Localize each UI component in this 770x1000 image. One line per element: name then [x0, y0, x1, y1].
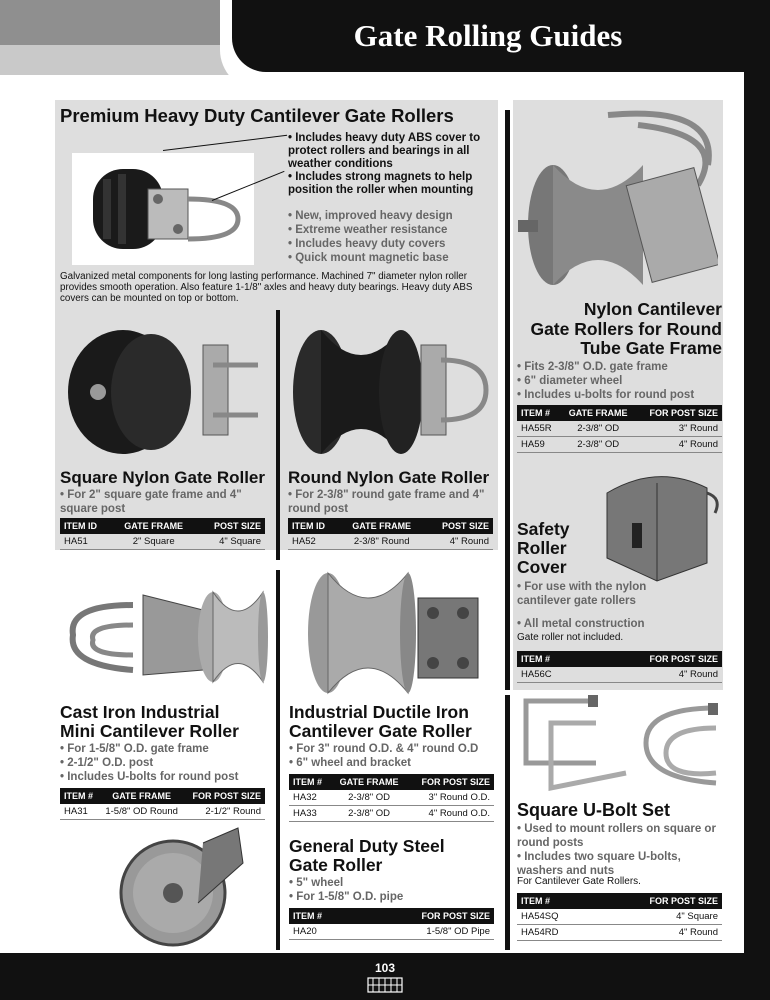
table-header: FOR POST SIZE	[421, 911, 490, 921]
table-header: GATE FRAME	[112, 791, 172, 801]
title-line: Cover	[517, 557, 567, 577]
premium-roller-image	[72, 153, 254, 265]
table-row	[517, 421, 722, 437]
safety-cover-note: Gate roller not included.	[517, 632, 624, 643]
bullet: • For 1-5/8" O.D. gate frame	[60, 743, 209, 755]
table-cell: 1-5/8" OD Round	[99, 804, 184, 820]
general-steel-image	[100, 820, 250, 950]
table-header: ITEM ID	[292, 521, 325, 531]
table-header: GATE FRAME	[124, 521, 184, 531]
table-cell: 4" Round	[586, 667, 722, 683]
table-header: POST SIZE	[213, 521, 261, 531]
premium-title: Premium Heavy Duty Cantilever Gate Rollers	[60, 105, 454, 126]
page-number: 103	[374, 961, 396, 975]
table-cell: 2-3/8" OD	[561, 421, 636, 437]
round-nylon-image	[288, 315, 493, 465]
square-nylon-bullet: • For 2" square gate frame and 4" square post	[60, 489, 242, 515]
divider	[276, 310, 280, 560]
title-line: Mini Cantilever Roller	[60, 721, 239, 741]
bullet: • Includes two square U-bolts, washers and nuts	[517, 851, 681, 877]
ductile-iron-title	[289, 703, 472, 741]
table-row	[289, 790, 494, 806]
cast-iron-table	[60, 788, 265, 820]
ubolt-table	[517, 893, 722, 941]
fence-logo-icon	[367, 977, 403, 998]
divider	[505, 110, 510, 690]
title-line: Cast Iron Industrial	[60, 702, 220, 722]
nylon-cantilever-image	[513, 100, 723, 300]
title-line: Nylon Cantilever	[583, 299, 722, 319]
bullet: • Fits 2-3/8" O.D. gate frame	[517, 361, 668, 373]
page-title: Gate Rolling Guides	[232, 0, 744, 72]
table-header: FOR POST SIZE	[649, 896, 718, 906]
title-line: Cantilever Gate Roller	[289, 721, 472, 741]
ductile-iron-image	[290, 565, 500, 700]
bullet: • For 3" round O.D. & 4" round O.D	[289, 743, 479, 755]
cast-iron-image	[60, 570, 270, 700]
bullet: • 5" wheel	[289, 877, 344, 889]
divider	[505, 695, 510, 950]
safety-cover-bullet: • All metal construction	[517, 618, 645, 630]
divider	[276, 570, 280, 950]
cast-iron-bullets	[60, 742, 270, 784]
nylon-cantilever-table	[517, 405, 722, 453]
table-cell: 3" Round	[636, 421, 722, 437]
table-header: FOR POST SIZE	[192, 791, 261, 801]
premium-bullet: • New, improved heavy design	[288, 210, 453, 222]
table-row	[60, 534, 265, 550]
table-header: POST SIZE	[441, 521, 489, 531]
table-cell: 3" Round O.D.	[407, 790, 494, 806]
bullet: • Includes U-bolts for round post	[60, 771, 239, 783]
premium-bullet: • Includes heavy duty covers	[288, 238, 446, 250]
table-cell: HA56C	[517, 667, 586, 683]
ubolt-bullets	[517, 822, 722, 878]
round-nylon-title: Round Nylon Gate Roller	[288, 468, 490, 487]
safety-cover-title	[517, 520, 570, 577]
general-steel-title	[289, 837, 445, 875]
table-cell: 2-3/8" OD	[331, 806, 407, 822]
title-line: Industrial Ductile Iron	[289, 702, 469, 722]
table-cell: 4" Square	[196, 534, 265, 550]
title-line: Gate Roller	[289, 855, 383, 875]
table-header: FOR POST SIZE	[649, 408, 718, 418]
table-row	[517, 437, 722, 453]
round-nylon-table	[288, 518, 493, 550]
table-header: ITEM #	[521, 654, 551, 664]
square-nylon-image	[60, 315, 265, 465]
square-nylon-table	[60, 518, 265, 550]
table-cell: HA33	[289, 806, 331, 822]
table-cell: 2-3/8" Round	[340, 534, 424, 550]
table-cell: 4" Round O.D.	[407, 806, 494, 822]
title-line: Safety	[517, 519, 570, 539]
table-cell: HA59	[517, 437, 561, 453]
premium-description: Galvanized metal components for long lasting performance. Machined 7" diameter nylon roller provides smooth operation. Also feature 1-1/8" axles and heavy duty bearings. Heavy duty ABS covers can be mounted on top or bottom.	[60, 271, 473, 304]
general-steel-bullets	[289, 876, 499, 904]
header-band-accent	[0, 45, 250, 75]
title-line: Tube Gate Frame	[580, 338, 722, 358]
table-header: ITEM ID	[64, 521, 97, 531]
round-nylon-bullet: • For 2-3/8" round gate frame and 4" round post	[288, 489, 485, 515]
table-cell: 2-3/8" OD	[331, 790, 407, 806]
bullet: • Used to mount rollers on square or round posts	[517, 823, 716, 849]
table-row	[517, 667, 722, 683]
title-line: General Duty Steel	[289, 836, 445, 856]
table-cell: HA52	[288, 534, 340, 550]
table-cell: HA54RD	[517, 925, 593, 941]
safety-cover-table	[517, 651, 722, 683]
footer	[0, 953, 770, 1000]
general-steel-table	[289, 908, 494, 940]
table-row	[60, 804, 265, 820]
table-cell: 4" Round	[424, 534, 493, 550]
table-cell: 4" Round	[593, 925, 722, 941]
ubolt-note: For Cantilever Gate Rollers.	[517, 876, 641, 887]
table-header: GATE FRAME	[339, 777, 399, 787]
table-cell: HA51	[60, 534, 112, 550]
safety-cover-bullet: • For use with the nylon cantilever gate rollers	[517, 581, 647, 607]
safety-cover-image	[595, 460, 723, 585]
premium-callout-1: • Includes heavy duty ABS cover to protect rollers and bearings in all weather conditions	[288, 132, 481, 170]
bullet: • For 1-5/8" O.D. pipe	[289, 891, 404, 903]
nylon-cantilever-title	[515, 300, 722, 359]
table-cell: 4" Round	[636, 437, 722, 453]
table-cell: HA55R	[517, 421, 561, 437]
table-cell: HA31	[60, 804, 99, 820]
bullet: • 6" wheel and bracket	[289, 757, 411, 769]
table-header: ITEM #	[64, 791, 94, 801]
bullet: • 2-1/2" O.D. post	[60, 757, 154, 769]
ductile-iron-table	[289, 774, 494, 822]
nylon-cantilever-bullets	[517, 360, 722, 402]
table-header: FOR POST SIZE	[421, 777, 490, 787]
title-line: Roller	[517, 538, 567, 558]
table-header: ITEM #	[521, 408, 551, 418]
table-row	[517, 909, 722, 925]
table-header: FOR POST SIZE	[649, 654, 718, 664]
bullet: • 6" diameter wheel	[517, 375, 623, 387]
ubolt-image	[513, 690, 728, 800]
table-cell: 2-1/2" Round	[184, 804, 265, 820]
table-header: ITEM #	[521, 896, 551, 906]
premium-bullet: • Quick mount magnetic base	[288, 252, 449, 264]
table-cell: 2-3/8" OD	[561, 437, 636, 453]
table-cell: HA32	[289, 790, 331, 806]
table-header: ITEM #	[293, 911, 323, 921]
cast-iron-title	[60, 703, 239, 741]
bullet: • Includes u-bolts for round post	[517, 389, 695, 401]
table-header: ITEM #	[293, 777, 323, 787]
table-cell: HA20	[289, 924, 356, 940]
table-cell: HA54SQ	[517, 909, 593, 925]
table-cell: 1-5/8" OD Pipe	[356, 924, 494, 940]
table-row	[517, 925, 722, 941]
side-bar	[744, 0, 770, 1000]
title-line: Gate Rollers for Round	[530, 318, 722, 339]
table-cell: 4" Square	[593, 909, 722, 925]
table-row	[289, 924, 494, 940]
table-row	[288, 534, 493, 550]
table-cell: 2" Square	[112, 534, 196, 550]
ubolt-title: Square U-Bolt Set	[517, 800, 671, 820]
premium-callout-2: • Includes strong magnets to help position the roller when mounting	[288, 171, 474, 196]
square-nylon-title: Square Nylon Gate Roller	[60, 468, 265, 487]
premium-bullet: • Extreme weather resistance	[288, 224, 448, 236]
table-row	[289, 806, 494, 822]
ductile-iron-bullets	[289, 742, 504, 770]
table-header: GATE FRAME	[352, 521, 412, 531]
table-header: GATE FRAME	[568, 408, 628, 418]
